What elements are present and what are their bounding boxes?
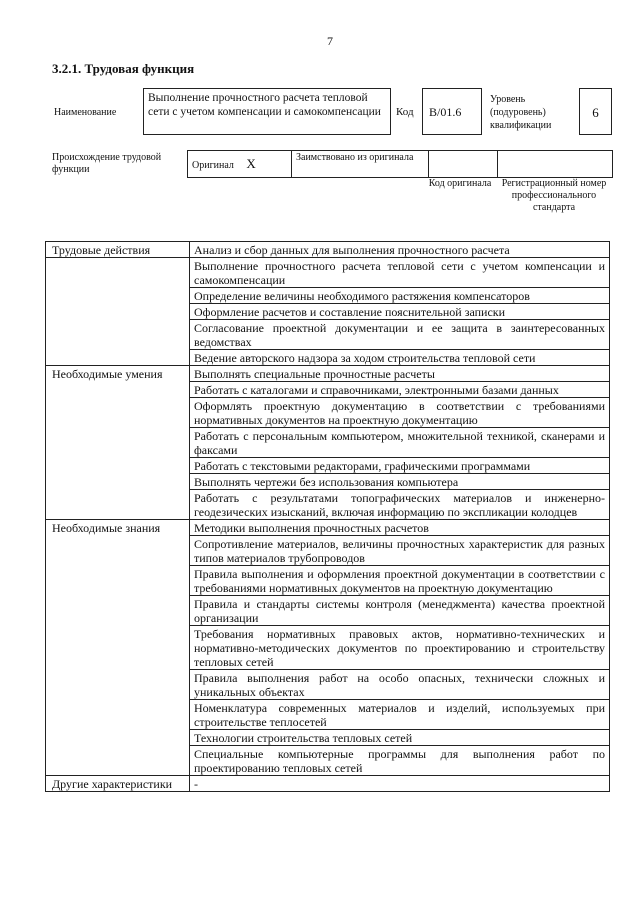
knowledge-item: Правила выполнения работ на особо опасных, технически сложных и уникальных объектах	[190, 670, 610, 700]
table-row	[46, 304, 610, 320]
knowledge-item: Правила выполнения и оформления проектной документации в соответствии с требованиями нормативных документов на проектную документацию	[190, 566, 610, 596]
table-row	[46, 350, 610, 366]
borrowed-label: Заимствовано из оригинала	[296, 152, 414, 163]
knowledge-item: Правила и стандарты системы контроля (менеджмента) качества проектной организации	[190, 596, 610, 626]
category-skills: Необходимые умения	[46, 366, 190, 382]
original-cell	[188, 151, 292, 178]
skill-item: Оформлять проектную документацию в соответствии с требованиями нормативных документов на проектную документацию	[190, 398, 610, 428]
code-caption: Код оригинала	[428, 178, 492, 189]
table-row	[46, 746, 610, 776]
function-name-value: Выполнение прочностного расчета тепловой сети с учетом компенсации и самокомпенсации	[143, 88, 391, 135]
table-row	[46, 520, 610, 536]
knowledge-item: Номенклатура современных материалов и изделий, используемых при строительстве теплосетей	[190, 700, 610, 730]
characteristics-table	[45, 241, 610, 792]
table-row	[46, 474, 610, 490]
borrowed-cell	[292, 151, 429, 178]
table-row	[46, 776, 610, 792]
skill-item: Работать с результатами топографических материалов и инженерно-геодезических изысканий, включая информацию по экспликации колодцев	[190, 490, 610, 520]
action-item: Анализ и сбор данных для выполнения прочностного расчета	[190, 242, 610, 258]
action-item: Определение величины необходимого растяжения компенсаторов	[190, 288, 610, 304]
action-item: Ведение авторского надзора за ходом строительства тепловой сети	[190, 350, 610, 366]
level-label	[490, 93, 575, 132]
table-row	[46, 398, 610, 428]
skill-item: Выполнять специальные прочностные расчеты	[190, 366, 610, 382]
original-label: Оригинал	[192, 160, 234, 171]
knowledge-item: Технологии строительства тепловых сетей	[190, 730, 610, 746]
table-row	[46, 700, 610, 730]
table-row	[46, 458, 610, 474]
table-row	[46, 288, 610, 304]
original-code-cell	[429, 151, 498, 178]
original-mark: X	[246, 156, 256, 171]
category-actions: Трудовые действия	[46, 242, 190, 258]
other-value: -	[190, 776, 610, 792]
action-item: Выполнение прочностного расчета тепловой сети с учетом компенсации и самокомпенсации	[190, 258, 610, 288]
table-row	[46, 490, 610, 520]
table-row	[46, 428, 610, 458]
skill-item: Работать с персональным компьютером, множительной техникой, сканерами и факсами	[190, 428, 610, 458]
origin-table	[187, 150, 613, 178]
knowledge-item: Требования нормативных правовых актов, нормативно-технических и нормативно-методических документов по проектированию и строительству тепловых сетей	[190, 626, 610, 670]
knowledge-item: Методики выполнения прочностных расчетов	[190, 520, 610, 536]
table-row	[46, 366, 610, 382]
table-row	[46, 536, 610, 566]
table-row	[46, 382, 610, 398]
skill-item: Выполнять чертежи без использования компьютера	[190, 474, 610, 490]
action-item: Оформление расчетов и составление пояснительной записки	[190, 304, 610, 320]
category-other: Другие характеристики	[46, 776, 190, 792]
table-row	[46, 670, 610, 700]
table-row	[46, 320, 610, 350]
level-value: 6	[579, 88, 612, 135]
table-row	[46, 730, 610, 746]
registration-number-cell	[498, 151, 613, 178]
section-title: 3.2.1. Трудовая функция	[52, 61, 195, 76]
registration-caption: Регистрационный номер профессионального стандарта	[501, 178, 607, 213]
skill-item: Работать с текстовыми редакторами, графическими программами	[190, 458, 610, 474]
table-row	[46, 258, 610, 288]
table-row	[46, 242, 610, 258]
knowledge-item: Специальные компьютерные программы для выполнения работ по проектированию тепловых сетей	[190, 746, 610, 776]
action-item: Согласование проектной документации и ее защита в заинтересованных ведомствах	[190, 320, 610, 350]
category-knowledge: Необходимые знания	[46, 520, 190, 536]
name-label: Наименование	[54, 107, 117, 118]
code-label: Код	[396, 106, 414, 118]
origin-label: Происхождение трудовой функции	[52, 152, 162, 175]
table-row	[46, 566, 610, 596]
code-value: B/01.6	[422, 88, 482, 135]
page-number: 7	[327, 34, 333, 48]
table-row	[46, 626, 610, 670]
table-row	[46, 596, 610, 626]
skill-item: Работать с каталогами и справочниками, электронными базами данных	[190, 382, 610, 398]
level-label-text: Уровень (подуровень) квалификации	[490, 94, 552, 131]
knowledge-item: Сопротивление материалов, величины прочностных характеристик для разных типов материалов трубопроводов	[190, 536, 610, 566]
